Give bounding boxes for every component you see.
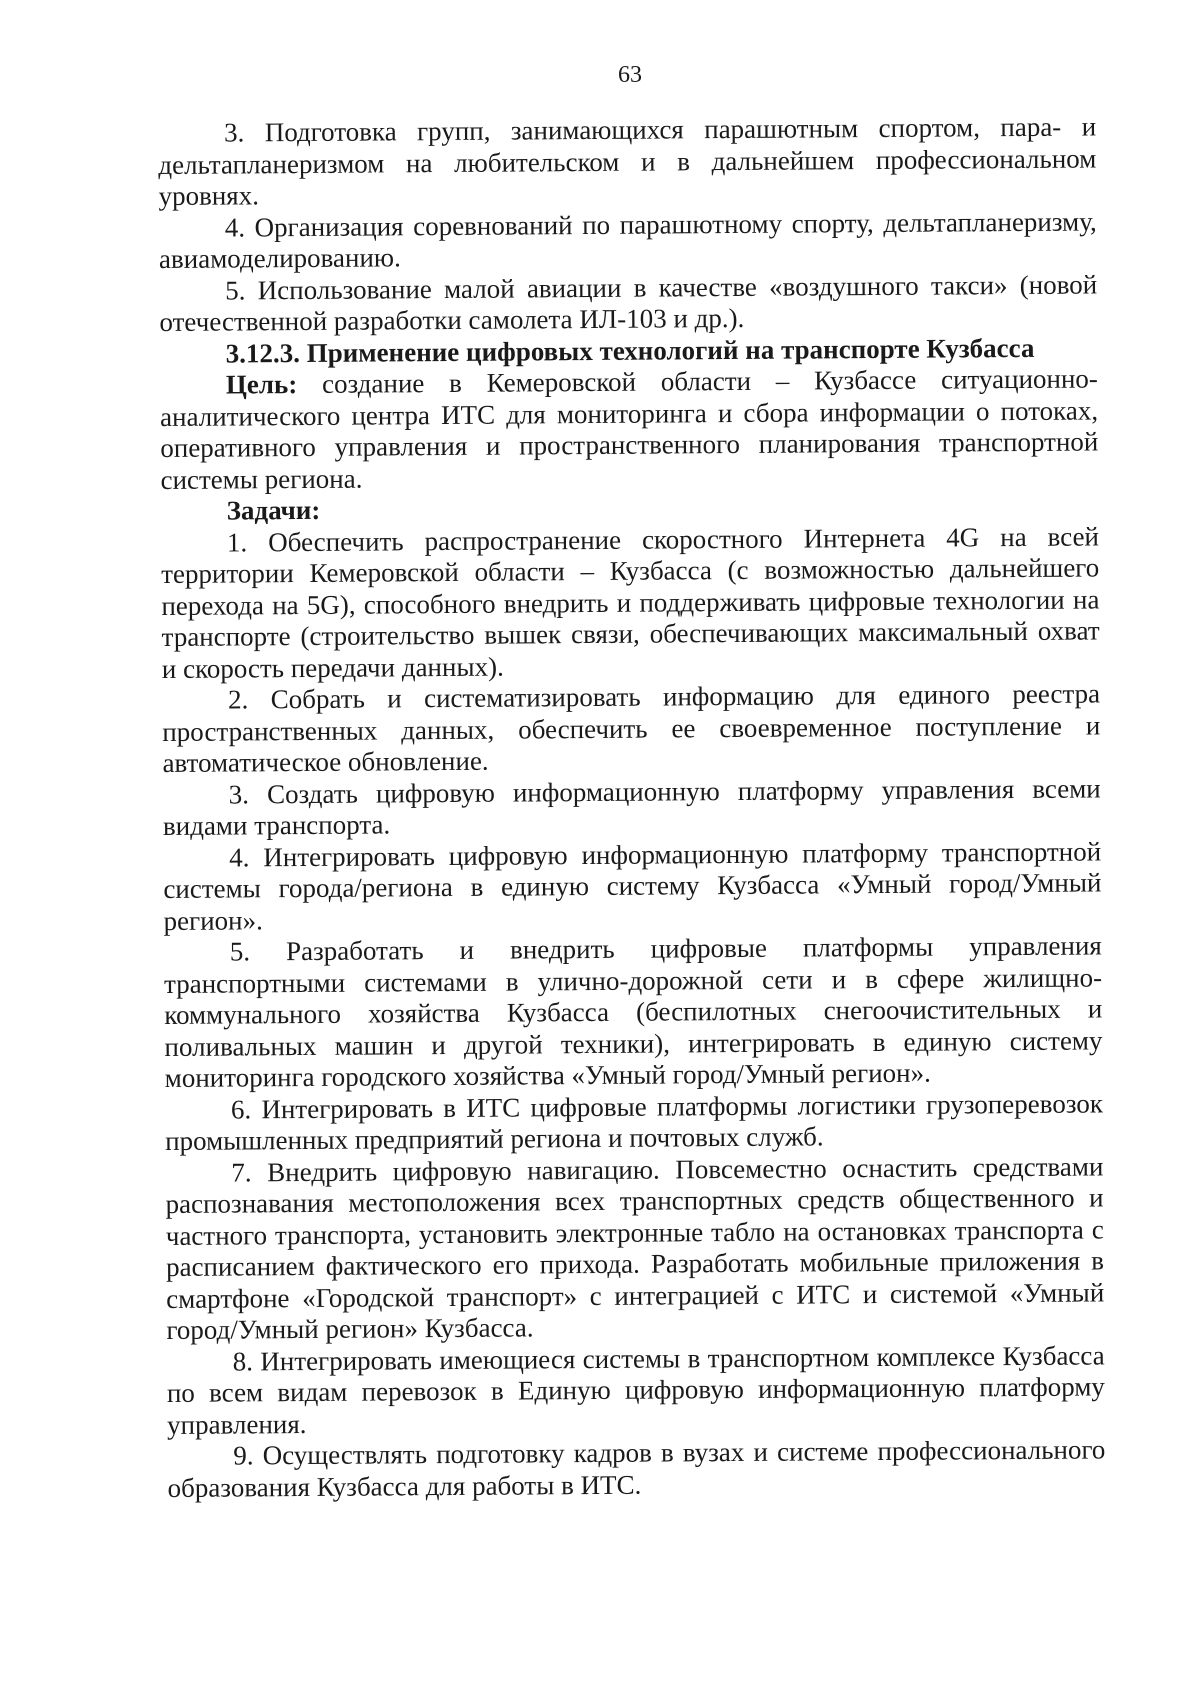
tasks-label: Задачи: [226,494,321,526]
task-item: 4. Интегрировать цифровую информационную платформу транспортной системы города/региона в единую систему Кузбасса «Умный город/Умный регион». [163,835,1102,936]
goal-paragraph [160,363,1099,496]
page-content [158,111,1106,1504]
list-item: 3. Подготовка групп, занимающихся парашютным спортом, пара- и дельтапланеризмом на любительском и в дальнейшем профессиональном уровнях. [158,111,1097,211]
list-item: 5. Использование малой авиации в качестве «воздушного такси» (новой отечественной разработки самолета ИЛ-103 и др.). [159,268,1098,337]
goal-text: создание в Кемеровской области – Кузбассе ситуационно-аналитического центра ИТС для мониторинга и сбора информации о потоках, оперативного управления и пространственного планирования транспортной системы региона. [159,363,1099,495]
list-item: 4. Организация соревнований по парашютному спорту, дельтапланеризму, авиамоделированию. [158,205,1097,274]
goal-label: Цель: [225,369,298,400]
task-item: 1. Обеспечить распространение скоростного Интернета 4G на всей территории Кемеровской области – Кузбасса (с возможностью дальнейшего перехода на 5G), способного внедрить и поддерживать цифровые технологии на транспорте (строительство вышек связи, обеспечивающих максимальный охват и скорость передачи данных). [161,520,1100,684]
task-item: 7. Внедрить цифровую навигацию. Повсеместно оснастить средствами распознавания местоположения всех транспортных средств общественного и частного транспорта, установить электронные табло на остановках транспорта с расписанием фактического его прихода. Разработать мобильные приложения в смартфоне «Городской транспорт» с интеграцией с ИТС и системой «Умный город/Умный регион» Кузбасса. [165,1150,1105,1345]
section-heading: 3.12.3. Применение цифровых технологий на транспорте Кузбасса [225,332,1035,369]
task-item: 6. Интегрировать в ИТС цифровые платформы логистики грузоперевозок промышленных предприятий региона и почтовых служб. [165,1087,1104,1156]
task-item: 5. Разработать и внедрить цифровые платформы управления транспортными системами в улично-дорожной сети и в сфере жилищно-коммунального хозяйства Кузбасса (беспилотных снегоочистительных и поливальных машин и другой техники), интегрировать в единую систему мониторинга городского хозяйства «Умный город/Умный регион». [163,930,1103,1093]
task-item: 9. Осуществлять подготовку кадров в вузах и системе профессионального образования Кузбасса для работы в ИТС. [167,1434,1106,1503]
task-item: 8. Интегрировать имеющиеся системы в транспортном комплексе Кузбасса по всем видам перевозок в Единую цифровую информационную платформу управления. [166,1339,1105,1440]
task-item: 3. Создать цифровую информационную платформу управления всеми видами транспорта. [162,772,1101,841]
task-item: 2. Собрать и систематизировать информацию для единого реестра пространственных данных, обеспечить ее своевременное поступление и автоматическое обновление. [162,678,1101,778]
page-number: 63 [618,62,642,88]
